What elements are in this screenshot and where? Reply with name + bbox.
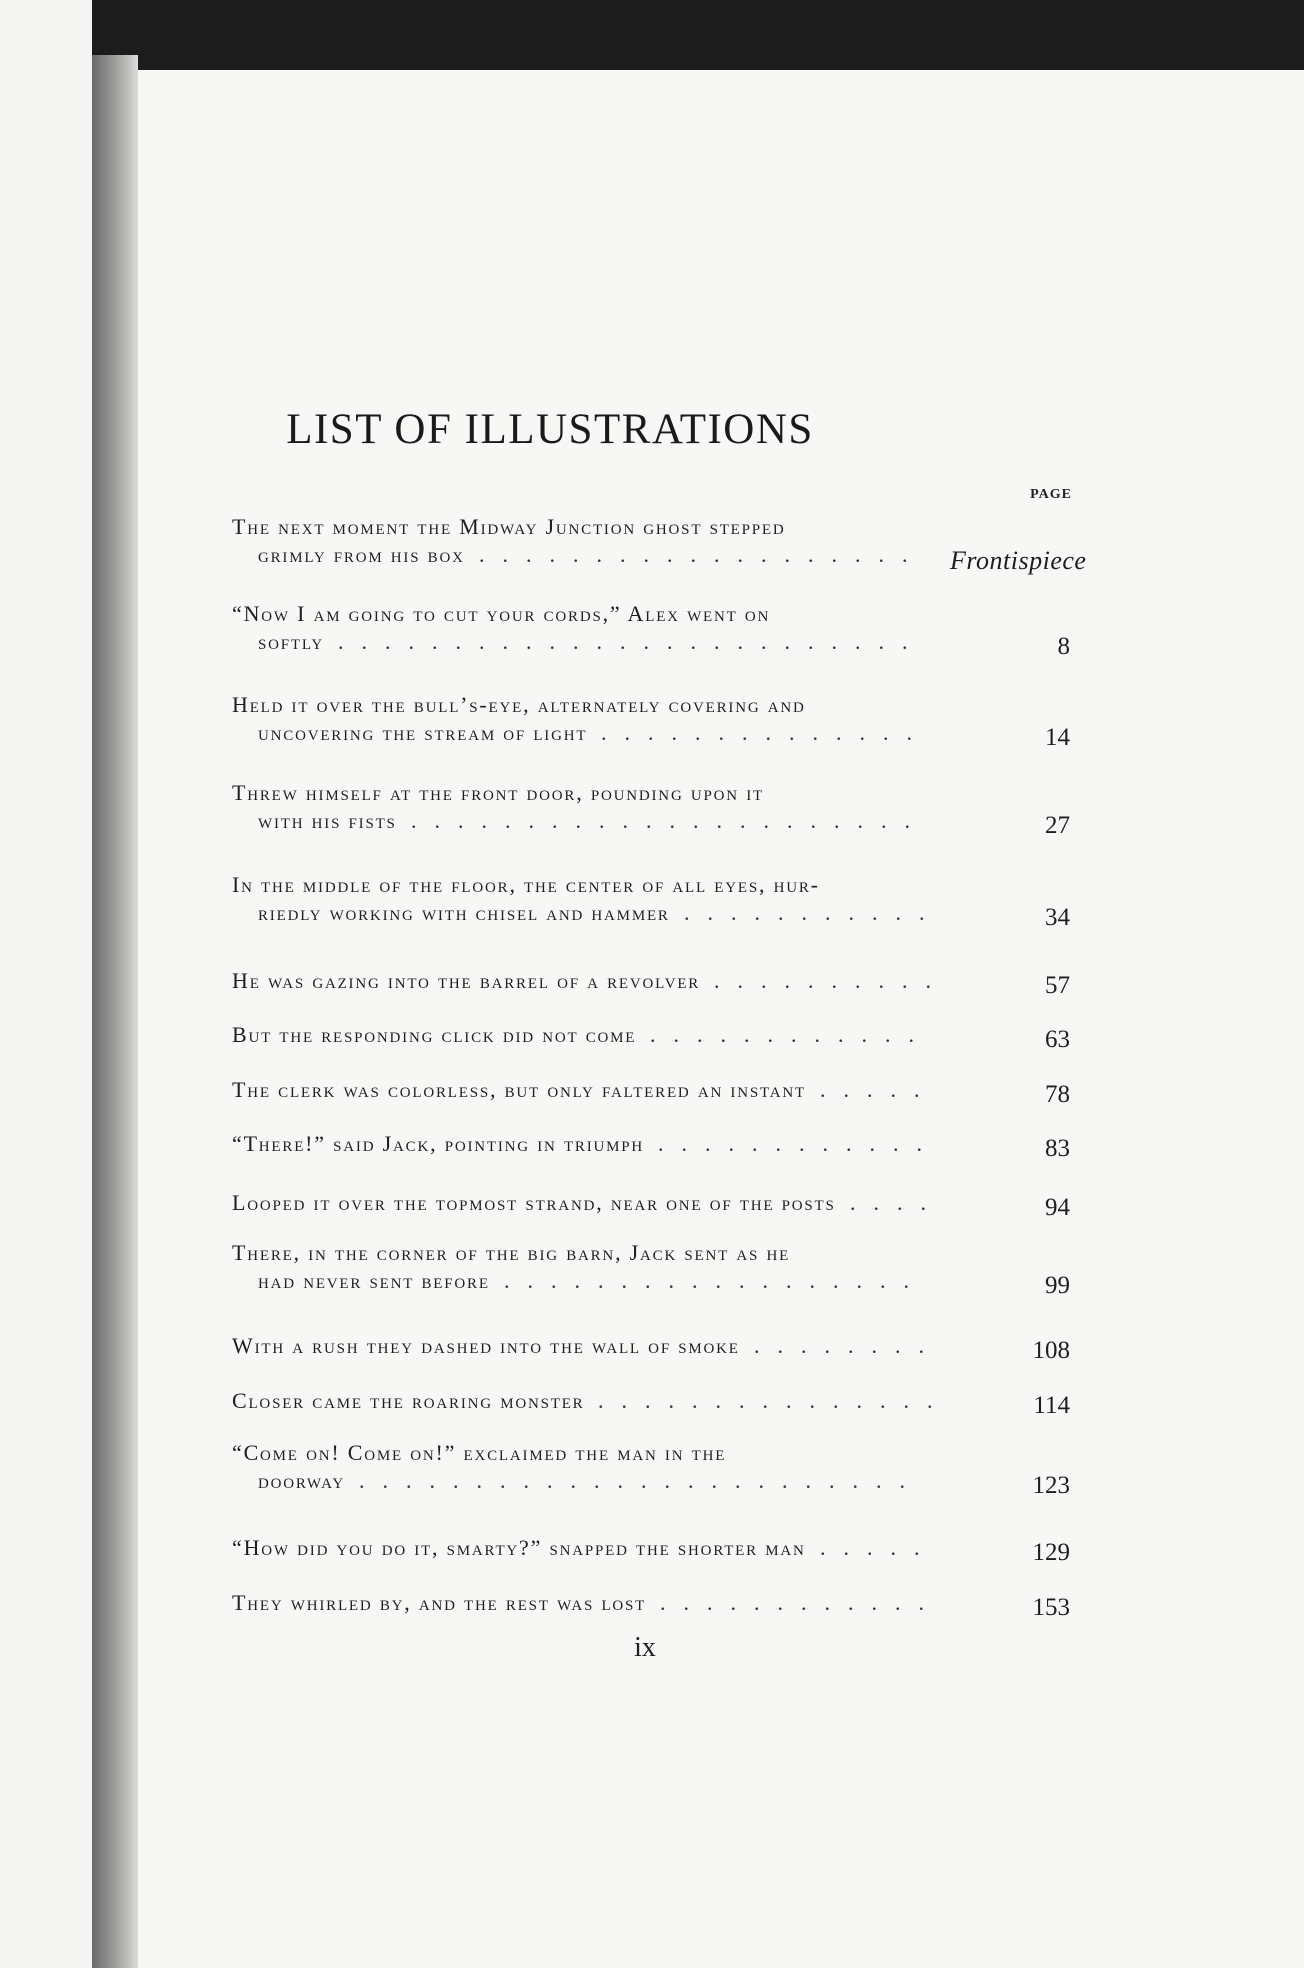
dot-leader: ............	[650, 1022, 932, 1047]
illustration-caption-line: But the responding click did not come	[232, 1022, 637, 1047]
illustration-page-number: 94	[1045, 1194, 1070, 1221]
illustration-caption-line: They whirled by, and the rest was lost	[232, 1590, 647, 1615]
page-title: LIST OF ILLUSTRATIONS	[286, 406, 814, 453]
dot-leader: ......................	[411, 808, 928, 833]
illustration-page-number: 63	[1045, 1026, 1070, 1053]
illustration-caption-line: The clerk was colorless, but only faltered an instant	[232, 1077, 806, 1102]
illustration-caption-line: “Now I am going to cut your cords,” Alex went on	[232, 601, 771, 626]
dot-leader: ..............	[601, 720, 930, 745]
dot-leader: ..........	[714, 968, 949, 993]
illustration-caption-line: Looped it over the topmost strand, near one of the posts	[232, 1190, 836, 1215]
dot-leader: ...................	[479, 542, 926, 567]
illustration-page-number: 57	[1045, 972, 1070, 999]
dot-leader: ............	[658, 1131, 940, 1156]
illustration-page-number: 27	[1045, 812, 1070, 839]
adjacent-page-edge	[0, 0, 92, 1968]
page-column-label: PAGE	[1030, 487, 1072, 502]
illustration-page-number: 114	[1033, 1392, 1070, 1419]
illustration-page-number: 108	[1032, 1337, 1070, 1364]
dot-leader: ............	[660, 1590, 942, 1615]
dot-leader: .....	[820, 1535, 938, 1560]
illustration-page-number: 78	[1045, 1081, 1070, 1108]
illustration-page-number: 153	[1032, 1594, 1070, 1621]
illustration-caption-line: grimly from his box	[258, 542, 465, 567]
illustration-page-number: 14	[1045, 724, 1070, 751]
illustration-page-number: 83	[1045, 1135, 1070, 1162]
illustration-caption-line: doorway	[258, 1468, 346, 1493]
book-page	[138, 70, 1304, 1968]
illustration-page-number: 129	[1032, 1539, 1070, 1566]
illustration-page-number: Frontispiece	[950, 546, 1087, 575]
illustration-caption-line: “Come on! Come on!” exclaimed the man in the	[232, 1440, 727, 1465]
dot-leader: ...............	[598, 1388, 951, 1413]
dot-leader: ....	[850, 1190, 944, 1215]
illustration-page-number: 123	[1032, 1472, 1070, 1499]
illustration-caption-line: “How did you do it, smarty?” snapped the shorter man	[232, 1535, 806, 1560]
illustration-caption-line: “There!” said Jack, pointing in triumph	[232, 1131, 645, 1156]
illustration-caption-line: Held it over the bull’s-eye, alternately covering and	[232, 692, 806, 717]
illustration-caption-line: with his fists	[258, 808, 397, 833]
dot-leader: .........................	[338, 629, 926, 654]
illustration-caption-line: With a rush they dashed into the wall of smoke	[232, 1333, 740, 1358]
illustration-caption-line: Threw himself at the front door, pounding upon it	[232, 780, 764, 805]
illustration-page-number: 8	[1057, 633, 1070, 660]
illustration-caption-line: softly	[258, 629, 324, 654]
illustration-page-number: 99	[1045, 1272, 1070, 1299]
illustration-caption-line: There, in the corner of the big barn, Jack sent as he	[232, 1240, 791, 1265]
illustration-page-number: 34	[1045, 904, 1070, 931]
book-gutter	[92, 55, 138, 1968]
illustration-caption-line: Closer came the roaring monster	[232, 1388, 585, 1413]
illustration-caption-line: uncovering the stream of light	[258, 720, 588, 745]
illustration-caption-line: The next moment the Midway Junction ghost stepped	[232, 514, 786, 539]
dot-leader: ..................	[504, 1268, 927, 1293]
illustration-caption-line: In the middle of the floor, the center of all eyes, hur-	[232, 872, 820, 897]
page-number: ix	[634, 1632, 656, 1663]
illustration-caption-line: He was gazing into the barrel of a revolver	[232, 968, 701, 993]
dot-leader: ........	[754, 1333, 942, 1358]
illustration-caption-line: riedly working with chisel and hammer	[258, 900, 670, 925]
dot-leader: ...........	[684, 900, 943, 925]
dot-leader: .....	[820, 1077, 938, 1102]
dot-leader: ........................	[359, 1468, 923, 1493]
illustration-caption-line: had never sent before	[258, 1268, 490, 1293]
